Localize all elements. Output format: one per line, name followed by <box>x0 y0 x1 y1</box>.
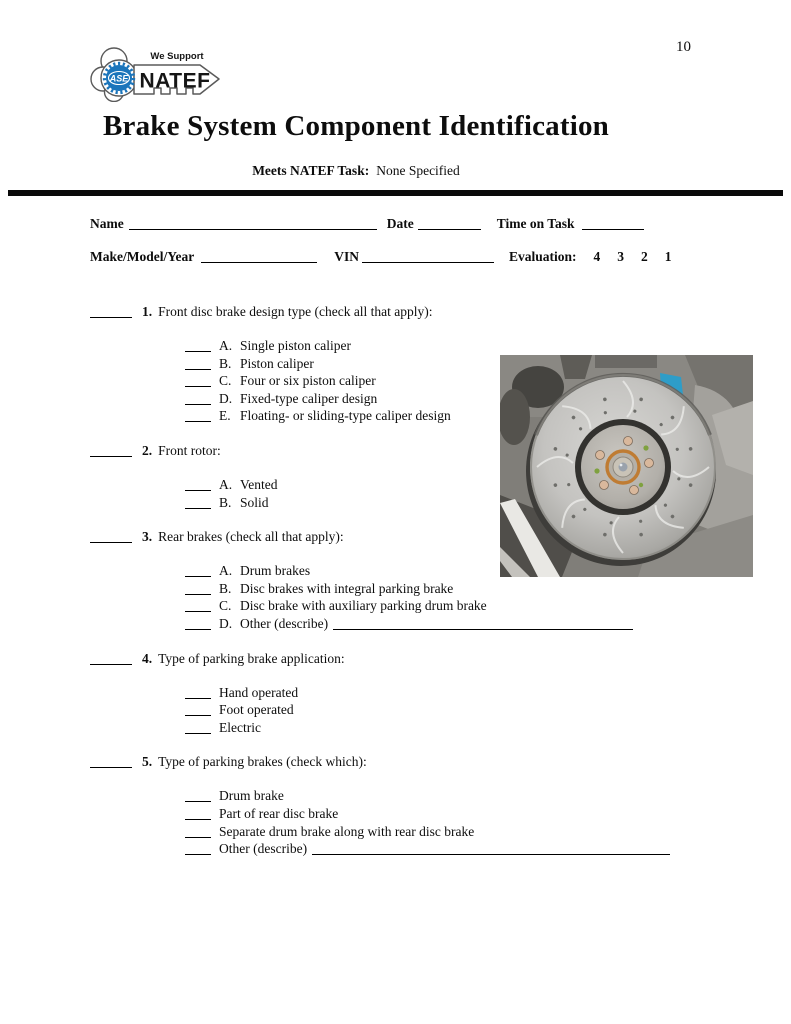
question-number: 4. <box>142 650 153 666</box>
checkbox-blank <box>185 410 211 422</box>
option-letter: A. <box>219 476 233 492</box>
checkbox-blank <box>185 790 211 802</box>
option-row <box>185 787 730 805</box>
header-divider <box>8 190 783 196</box>
natef-ase-logo <box>90 40 225 102</box>
question-heading <box>90 650 730 668</box>
option-text: Piston caliper <box>240 355 314 371</box>
option-text: Disc brake with auxiliary parking drum brake <box>240 598 487 614</box>
option-row <box>185 805 730 823</box>
fields-row-2 <box>90 249 672 265</box>
make-model-year-blank <box>201 249 317 263</box>
question-text: Type of parking brakes (check which): <box>158 754 367 770</box>
score-blank <box>90 529 132 543</box>
option-text: Other (describe) <box>240 615 329 631</box>
question-text: Type of parking brake application: <box>158 650 345 666</box>
option-row <box>185 580 730 598</box>
checkbox-blank <box>185 497 211 509</box>
page-title: Brake System Component Identification <box>102 110 610 142</box>
name-blank <box>129 216 377 230</box>
checkbox-blank <box>185 826 211 838</box>
checkbox-blank <box>185 340 211 352</box>
score-blank <box>90 651 132 665</box>
option-text: Other (describe) <box>219 841 308 857</box>
option-text: Single piston caliper <box>240 338 351 353</box>
checkbox-blank <box>185 393 211 405</box>
meets-natef-task-label: Meets NATEF Task: <box>252 163 370 178</box>
option-text: Separate drum brake along with rear disc brake <box>219 823 475 839</box>
question-options <box>185 787 730 857</box>
evaluation-score-2: 2 <box>641 249 648 264</box>
checkbox-blank <box>185 687 211 699</box>
meets-natef-task-value: None Specified <box>376 163 460 178</box>
checkbox-blank <box>185 600 211 612</box>
option-letter: C. <box>219 598 232 614</box>
name-label: Name <box>90 216 124 231</box>
evaluation-score-4: 4 <box>593 249 601 264</box>
option-text: Electric <box>219 719 261 735</box>
option-row <box>185 684 730 702</box>
key-logo-icon <box>90 40 225 102</box>
brake-rotor-photo <box>500 355 753 577</box>
checkbox-blank <box>185 358 211 370</box>
option-letter: C. <box>219 373 232 389</box>
checkbox-blank <box>185 843 211 855</box>
option-text: Four or six piston caliper <box>240 373 376 389</box>
score-blank <box>90 754 132 768</box>
question-heading <box>90 303 730 321</box>
evaluation-score-3: 3 <box>617 249 625 264</box>
option-letter: D. <box>219 615 233 631</box>
evaluation-label: Evaluation: <box>509 249 577 264</box>
question-heading <box>90 753 730 771</box>
question-5 <box>90 753 730 857</box>
checkbox-blank <box>185 583 211 595</box>
question-text: Rear brakes (check all that apply): <box>158 529 344 545</box>
option-letter: A. <box>219 338 233 353</box>
time-on-task-blank <box>582 216 644 230</box>
option-text: Disc brakes with integral parking brake <box>240 580 454 596</box>
question-number: 3. <box>142 529 153 545</box>
date-blank <box>418 216 481 230</box>
question-text: Front rotor: <box>158 442 221 458</box>
checkbox-blank <box>185 479 211 491</box>
time-on-task-label: Time on Task <box>496 216 575 231</box>
option-text: Vented <box>240 476 278 492</box>
brake-rotor-illustration <box>500 355 753 577</box>
option-letter: B. <box>219 580 232 596</box>
option-text: Floating- or sliding-type caliper design <box>240 408 451 424</box>
write-in-blank <box>312 843 670 855</box>
option-row <box>185 597 730 615</box>
option-row <box>185 615 730 633</box>
score-blank <box>90 443 132 457</box>
svg-text:ASE: ASE <box>109 73 129 84</box>
option-letter: A. <box>219 563 233 579</box>
evaluation-score-1: 1 <box>664 249 672 264</box>
option-text: Drum brakes <box>240 563 311 579</box>
date-label: Date <box>386 216 414 231</box>
vin-blank <box>362 249 494 263</box>
option-row <box>185 719 730 737</box>
option-row <box>185 701 730 719</box>
checkbox-blank <box>185 722 211 734</box>
checkbox-blank <box>185 618 211 630</box>
checkbox-blank <box>185 565 211 577</box>
meets-natef-task-line <box>0 163 712 179</box>
option-letter: B. <box>219 355 232 371</box>
option-row <box>185 337 730 355</box>
option-row <box>185 823 730 841</box>
svg-text:NATEF: NATEF <box>139 69 211 93</box>
page-number: 10 <box>676 39 691 55</box>
option-row <box>185 840 730 858</box>
option-text: Hand operated <box>219 684 299 700</box>
checkbox-blank <box>185 808 211 820</box>
score-blank <box>90 304 132 318</box>
question-4 <box>90 650 730 737</box>
question-number: 2. <box>142 442 153 458</box>
question-text: Front disc brake design type (check all that apply): <box>158 304 433 319</box>
question-number: 5. <box>142 754 153 770</box>
checkbox-blank <box>185 704 211 716</box>
option-text: Part of rear disc brake <box>219 805 339 821</box>
checkbox-blank <box>185 375 211 387</box>
question-number: 1. <box>142 304 153 319</box>
option-letter: B. <box>219 494 232 510</box>
option-letter: E. <box>219 408 231 424</box>
write-in-blank <box>333 618 633 630</box>
question-options <box>185 684 730 737</box>
vin-label: VIN <box>334 249 359 264</box>
make-model-year-label: Make/Model/Year <box>90 249 195 264</box>
option-text: Fixed-type caliper design <box>240 390 378 406</box>
svg-text:We Support: We Support <box>150 51 204 62</box>
fields-row-1 <box>90 216 644 232</box>
option-text: Drum brake <box>219 788 284 804</box>
option-letter: D. <box>219 390 233 406</box>
option-text: Foot operated <box>219 702 294 718</box>
option-text: Solid <box>240 494 269 510</box>
